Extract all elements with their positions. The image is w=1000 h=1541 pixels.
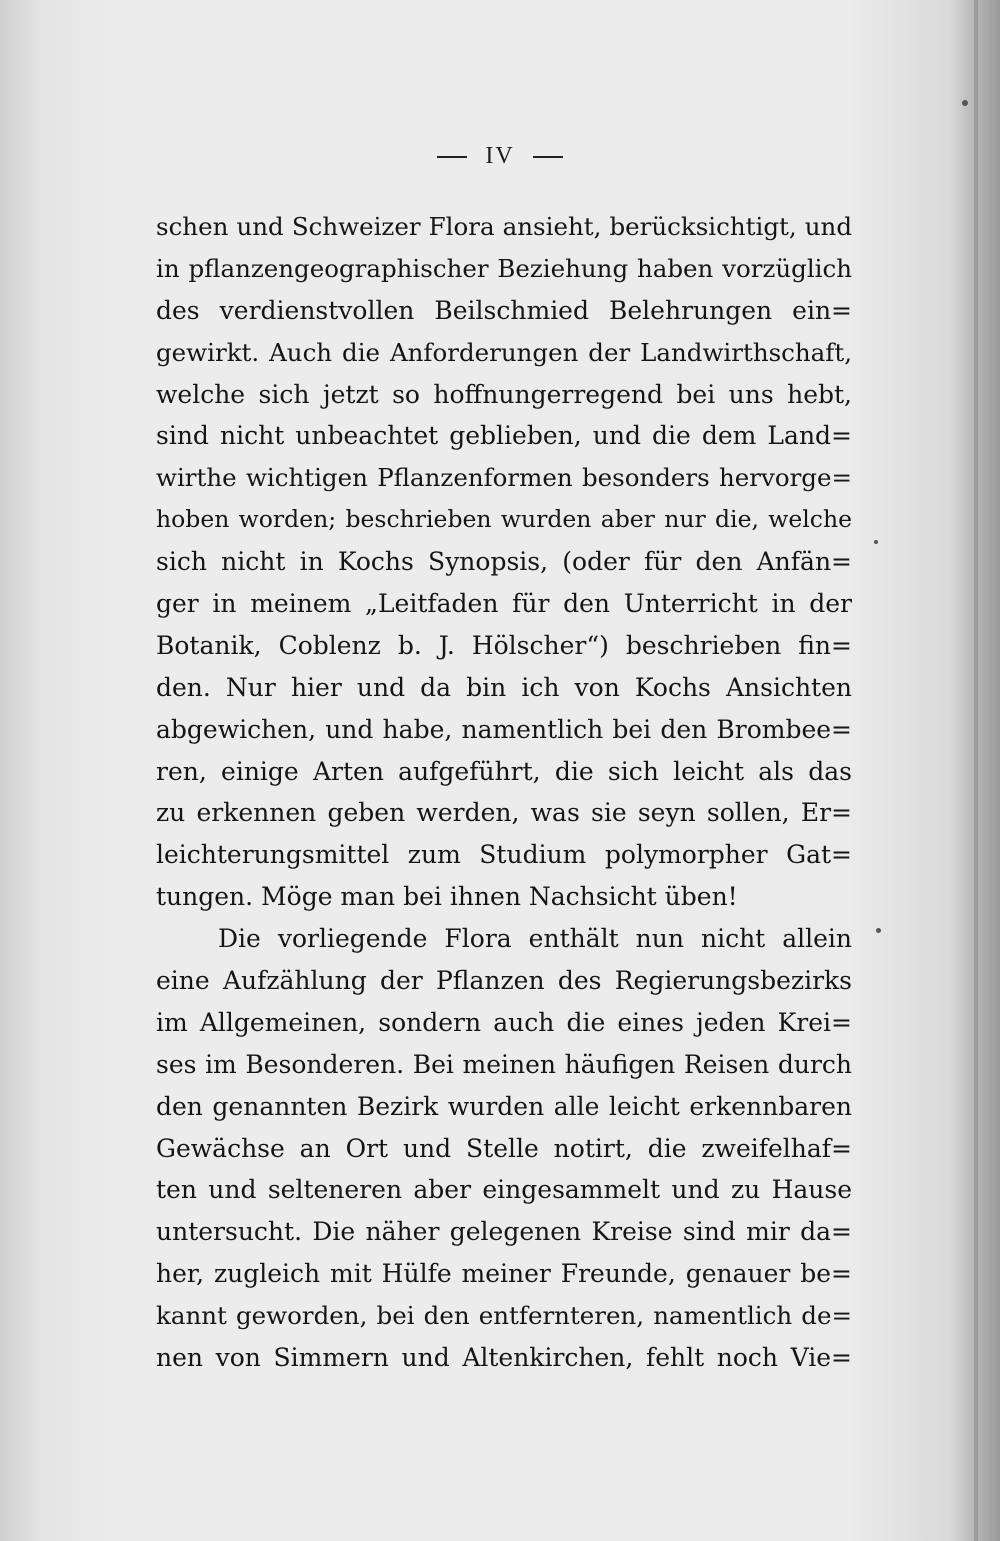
text-line: zu erkennen geben werden, was sie seyn sollen, Er= <box>156 798 852 828</box>
text-line: nen von Simmern und Altenkirchen, fehlt noch Vie= <box>156 1343 852 1373</box>
text-line: ger in meinem „Leitfaden für den Unterricht in der <box>156 589 852 619</box>
text-line: Botanik, Coblenz b. J. Hölscher“) beschrieben fin= <box>156 630 852 660</box>
text-line: des verdienstvollen Beilschmied Belehrungen ein= <box>156 295 852 325</box>
body-text <box>156 206 852 1379</box>
text-line: den. Nur hier und da bin ich von Kochs Ansichten <box>156 672 852 702</box>
text-line: Gewächse an Ort und Stelle notirt, die zweifelhaf= <box>156 1133 852 1163</box>
page-header <box>0 143 1000 170</box>
text-line: sind nicht unbeachtet geblieben, und die dem Land= <box>156 421 852 451</box>
page-number: IV <box>485 143 515 169</box>
text-line: in pflanzengeographischer Beziehung haben vorzüglich <box>156 253 852 283</box>
text-line: gewirkt. Auch die Anforderungen der Landwirthschaft, <box>156 337 852 367</box>
text-line: den genannten Bezirk wurden alle leicht erkennbaren <box>156 1091 852 1121</box>
text-line: sich nicht in Kochs Synopsis, (oder für den Anfän= <box>156 547 852 577</box>
header-dash-left <box>437 156 467 158</box>
text-line: welche sich jetzt so hoffnungerregend bei uns hebt, <box>156 379 852 409</box>
text-line: ten und selteneren aber eingesammelt und zu Hause <box>156 1175 852 1205</box>
ink-speck <box>962 100 968 106</box>
text-line: eine Aufzählung der Pflanzen des Regierungsbezirks <box>156 966 852 996</box>
text-line: ren, einige Arten aufgeführt, die sich leicht als das <box>156 756 852 786</box>
text-line: im Allgemeinen, sondern auch die eines jeden Krei= <box>156 1007 852 1037</box>
page-edge-outer <box>990 0 992 1541</box>
page-edge <box>974 0 978 1541</box>
text-line: her, zugleich mit Hülfe meiner Freunde, genauer be= <box>156 1259 852 1289</box>
text-line: tungen. Möge man bei ihnen Nachsicht üben! <box>156 882 738 912</box>
text-line: hoben worden; beschrieben wurden aber nur die, welche <box>156 505 852 534</box>
text-line: schen und Schweizer Flora ansieht, berücksichtigt, und <box>156 212 852 241</box>
paragraph-start-line: Die vorliegende Flora enthält nun nicht allein <box>218 924 852 954</box>
text-line: untersucht. Die näher gelegenen Kreise sind mir da= <box>156 1217 852 1247</box>
ink-speck <box>874 540 878 544</box>
header-dash-right <box>533 156 563 158</box>
text-line: wirthe wichtigen Pflanzenformen besonders hervorge= <box>156 463 852 493</box>
text-line: leichterungsmittel zum Studium polymorpher Gat= <box>156 840 852 870</box>
text-line: ses im Besonderen. Bei meinen häufigen Reisen durch <box>156 1049 852 1079</box>
ink-speck <box>876 928 881 933</box>
text-line: abgewichen, und habe, namentlich bei den Brombee= <box>156 714 852 744</box>
text-line: kannt geworden, bei den entfernteren, namentlich de= <box>156 1301 852 1331</box>
